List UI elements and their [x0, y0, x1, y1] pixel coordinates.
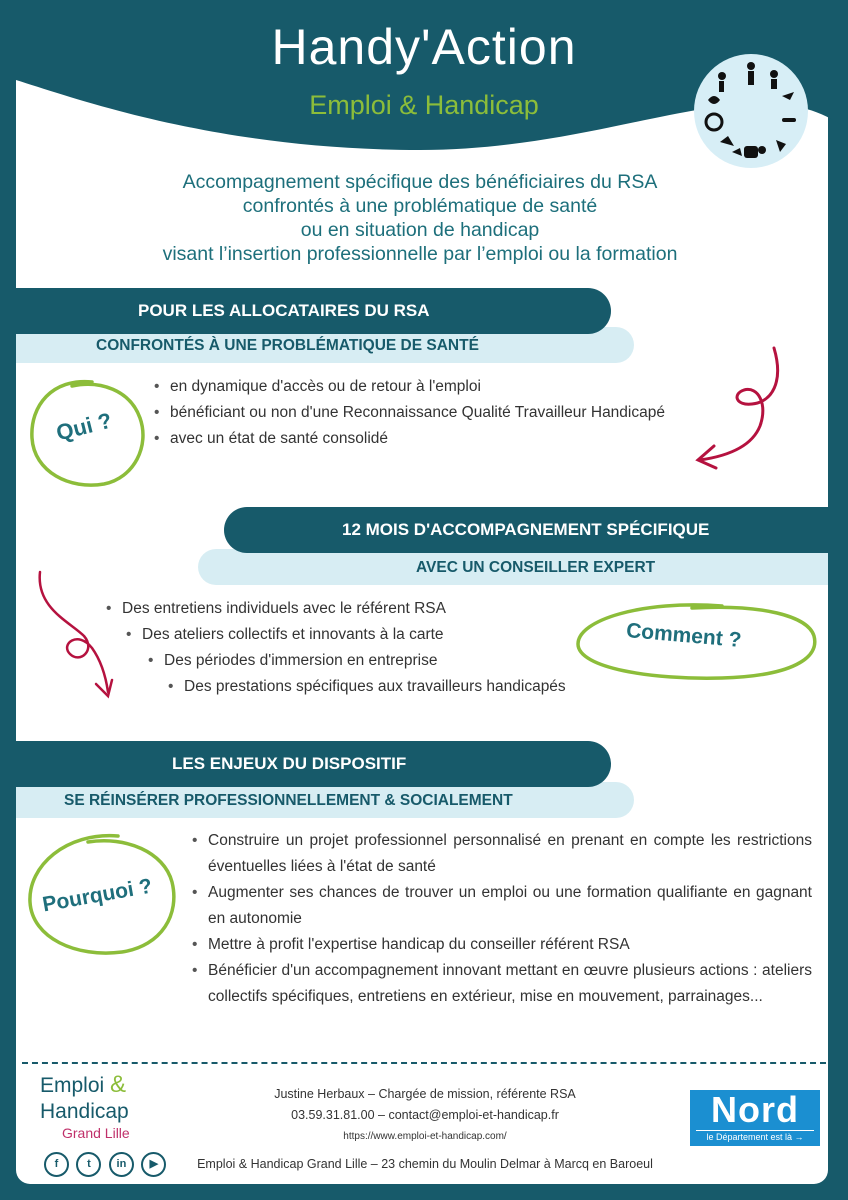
poster-subtitle: Emploi & Handicap	[309, 90, 539, 120]
nord-logo-title: Nord	[711, 1089, 799, 1130]
list-item: • Des ateliers collectifs et innovants à la carte	[122, 622, 662, 648]
logo-line1: Emploi	[40, 1074, 105, 1097]
contact-info[interactable]: 03.59.31.81.00 – contact@emploi-et-handicap.fr	[291, 1108, 559, 1122]
comment-label: Comment ?	[625, 619, 743, 652]
section2-subheading-band	[198, 549, 828, 585]
emploi-handicap-logo	[40, 1072, 170, 1141]
section1-subheading: CONFRONTÉS À UNE PROBLÉMATIQUE DE SANTÉ	[96, 337, 479, 354]
section1-heading-band	[16, 288, 611, 334]
linkedin-icon[interactable]: in	[109, 1152, 134, 1177]
social-links	[44, 1152, 169, 1177]
list-item: • Des entretiens individuels avec le référent RSA	[102, 596, 662, 622]
poster-title: Handy'Action	[271, 19, 577, 75]
list-item: • Mettre à profit l'expertise handicap du conseiller référent RSA	[188, 932, 812, 958]
section2-heading-band	[224, 507, 828, 553]
list-item: • bénéficiant ou non d'une Reconnaissance Qualité Travailleur Handicapé	[150, 400, 675, 426]
intro-line: visant l’insertion professionnelle par l’emploi ou la formation	[162, 243, 678, 265]
youtube-icon[interactable]: ▶	[141, 1152, 166, 1177]
logo-line2: Handicap	[40, 1100, 129, 1123]
qui-label: Qui ?	[53, 407, 115, 446]
section3-subheading: SE RÉINSÉRER PROFESSIONNELLEMENT & SOCIALEMENT	[64, 792, 513, 809]
intro-line: ou en situation de handicap	[300, 219, 540, 241]
list-item: • en dynamique d'accès ou de retour à l'emploi	[150, 374, 690, 400]
section2-subheading: AVEC UN CONSEILLER EXPERT	[416, 559, 656, 576]
section3-heading-band	[16, 741, 611, 787]
pourquoi-label: Pourquoi ?	[40, 874, 154, 917]
footer-address: Emploi & Handicap Grand Lille – 23 chemin du Moulin Delmar à Marcq en Baroeul	[197, 1157, 653, 1171]
twitter-icon[interactable]: t	[76, 1152, 101, 1177]
section1-bullet-list	[150, 374, 690, 452]
contact-name: Justine Herbaux – Chargée de mission, référente RSA	[274, 1087, 576, 1101]
list-item: • Des périodes d'immersion en entreprise	[144, 648, 662, 674]
curly-arrow-icon	[688, 342, 798, 476]
facebook-icon[interactable]: f	[44, 1152, 69, 1177]
intro-text	[60, 170, 780, 266]
list-item: • Des prestations spécifiques aux travailleurs handicapés	[164, 674, 662, 700]
logo-amp: &	[110, 1071, 127, 1098]
list-item: • Augmenter ses chances de trouver un emploi ou une formation qualifiante en gagnant en autonomie	[188, 880, 812, 932]
intro-line: Accompagnement spécifique des bénéficiaires du RSA	[182, 171, 658, 193]
footer-contact	[200, 1084, 650, 1147]
section2-heading: 12 MOIS D'ACCOMPAGNEMENT SPÉCIFIQUE	[342, 520, 710, 539]
list-item: • Construire un projet professionnel personnalisé en prenant en compte les restrictions éventuelles liées à l'état de santé	[188, 828, 812, 880]
section3-subheading-band	[16, 782, 634, 818]
list-item: • avec un état de santé consolidé	[150, 426, 690, 452]
list-item: • Bénéficier d'un accompagnement innovant mettant en œuvre plusieurs actions : ateliers collectifs spécifiques, entretiens en extérieur, mise en mouvement, parrainages...	[188, 958, 812, 1010]
intro-line: confrontés à une problématique de santé	[242, 195, 598, 217]
section3-bullet-list	[188, 828, 812, 1010]
section1-heading: POUR LES ALLOCATAIRES DU RSA	[138, 301, 430, 320]
footer-divider	[22, 1062, 826, 1064]
section3-heading: LES ENJEUX DU DISPOSITIF	[172, 754, 407, 773]
nord-logo-tagline: le Département est là →	[696, 1130, 814, 1144]
accessibility-icons-wheel	[692, 52, 810, 170]
website-link[interactable]: https://www.emploi-et-handicap.com/	[343, 1131, 507, 1142]
nord-logo	[690, 1090, 820, 1146]
logo-line3: Grand Lille	[62, 1125, 130, 1141]
